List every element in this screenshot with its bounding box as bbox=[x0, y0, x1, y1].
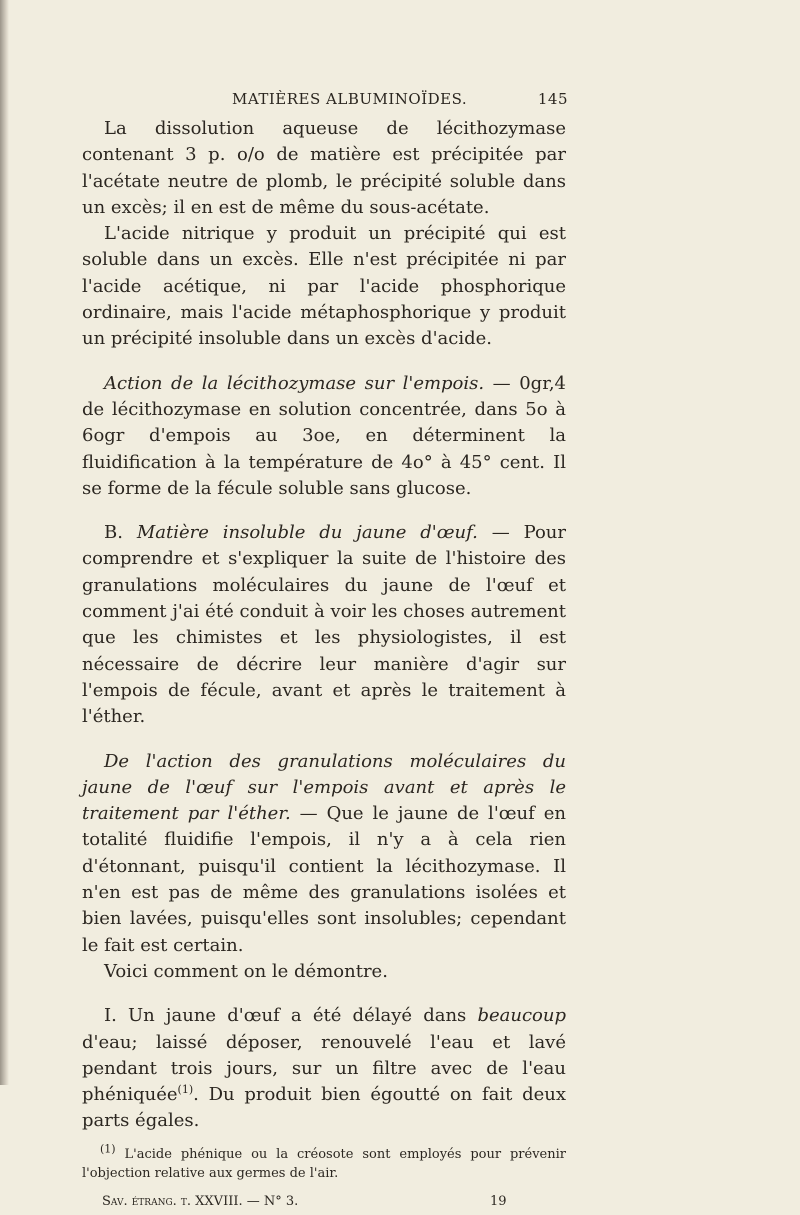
footnote-text: L'acide phénique ou la créosote sont employés pour prévenir l'objection relative aux germes de l'air. bbox=[82, 1146, 566, 1181]
section-heading-granulations: De l'action des granulations moléculaires du jaune de l'œuf sur l'empois avant et après le traitement par l'éther. bbox=[82, 750, 566, 825]
experiment-text-b: d'eau; laissé déposer, renouvelé l'eau et lavé pendant trois jours, sur un filtre avec de l'eau phéniquée bbox=[82, 1031, 566, 1106]
paragraph-action-on-starch bbox=[82, 371, 566, 502]
section-heading-action: Action de la lécithozymase sur l'empois. bbox=[104, 372, 485, 394]
paragraph-action-body: — 0gr,4 de lécithozymase en solution concentrée, dans 5o à 6ogr d'empois au 3oe, en déterminent la fluidification à la température de 4o° à 45° cent. Il se forme de la fécule soluble sans glucose. bbox=[82, 372, 567, 499]
printer-signature bbox=[82, 1189, 566, 1211]
paragraph-experiment-one bbox=[82, 1003, 566, 1134]
paragraph-demonstration: Voici comment on le démontre. bbox=[104, 960, 388, 982]
paragraph-precipitation-lead: La dissolution aqueuse de lécithozymase contenant 3 p. o/o de matière est précipitée par l'acétate neutre de plomb, le précipité soluble dans un excès; il en est de même du sous-acétate. bbox=[82, 118, 566, 218]
page-number: 145 bbox=[537, 90, 568, 108]
signature-mark: Sav. étrang. t. XXVIII. — N° 3. bbox=[102, 1193, 299, 1209]
paragraph-granulations bbox=[82, 749, 566, 959]
paragraph-insoluble-body: — Pour comprendre et s'expliquer la suite de l'histoire des granulations moléculaires du jaune de l'œuf et comment j'ai été conduit à voir les choses autrement que les chimistes et les physiologistes, il est nécessaire de décrire leur manière d'agir sur l'empois de fécule, avant et après le traitement à l'éther. bbox=[82, 522, 566, 728]
paragraph-nitric-acid: L'acide nitrique y produit un précipité qui est soluble dans un excès. Elle n'est précipitée ni par l'acide acétique, ni par l'acide phosphorique ordinaire, mais l'acide métaphosphorique y produit un précipité insoluble dans un excès d'acide. bbox=[82, 223, 566, 350]
experiment-text-c: . Du produit bien égoutté on fait deux parts égales. bbox=[82, 1084, 566, 1132]
footnote bbox=[82, 1142, 566, 1183]
running-header bbox=[82, 86, 566, 116]
paragraph-insoluble-matter bbox=[82, 520, 566, 730]
signature-number: 19 bbox=[490, 1193, 507, 1209]
section-label-b: B. bbox=[104, 522, 123, 544]
paragraph-granulations-body: — Que le jaune de l'œuf en totalité fluidifie l'empois, il n'y a à cela rien d'étonnant, puisqu'il contient la lécithozymase. Il n'en est pas de même des granulations isolées et bien lavées, puisqu'elles sont insolubles; cependant le fait est certain. bbox=[82, 803, 566, 956]
page-binding-edge bbox=[0, 0, 9, 1085]
section-heading-insoluble: Matière insoluble du jaune d'œuf. bbox=[136, 522, 478, 544]
footnote-reference: (1) bbox=[177, 1083, 194, 1097]
experiment-text-a: I. Un jaune d'œuf a été délayé dans bbox=[104, 1005, 478, 1027]
experiment-emphasis: beaucoup bbox=[477, 1005, 566, 1027]
running-title: MATIÈRES ALBUMINOÏDES. bbox=[232, 90, 468, 108]
document-page bbox=[82, 86, 566, 1211]
footnote-marker: (1) bbox=[100, 1142, 116, 1156]
